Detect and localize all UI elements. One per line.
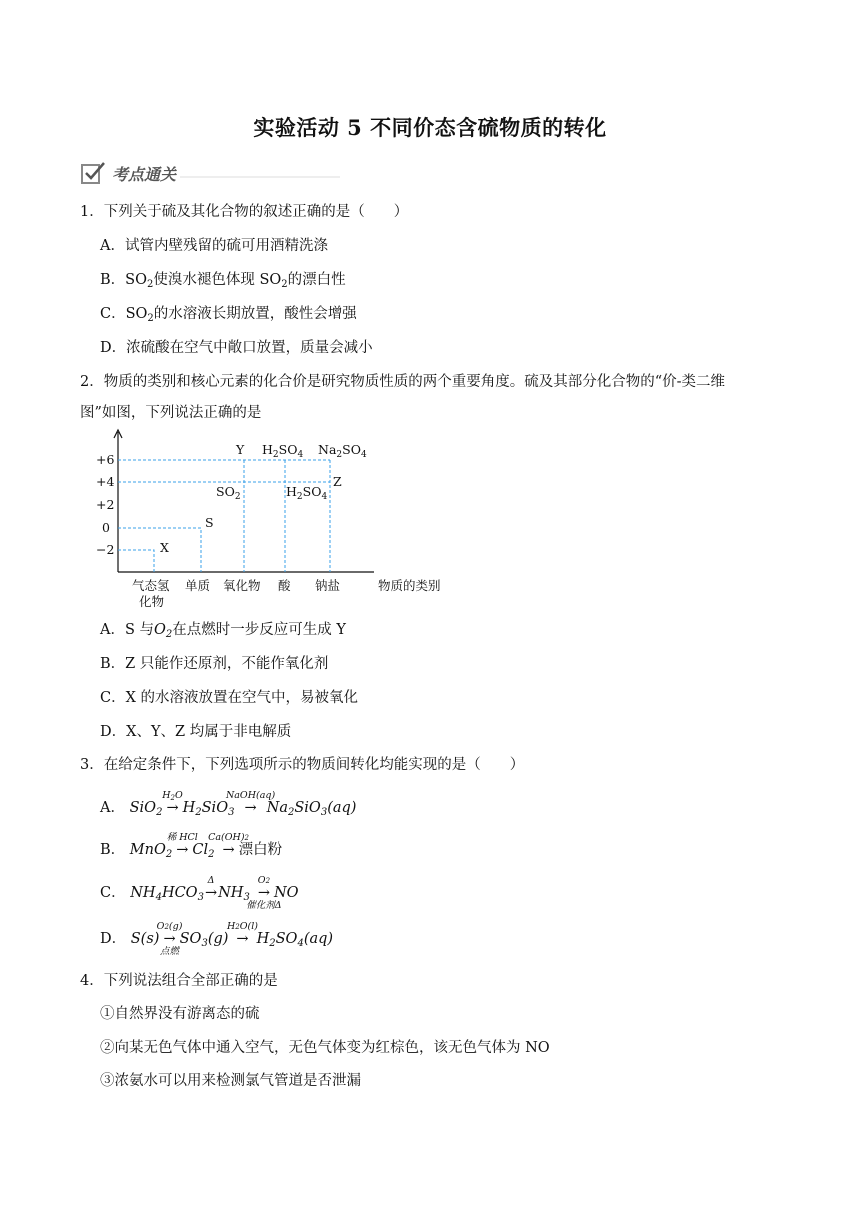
q2-stem-line2: 图”如图，下列说法正确的是 — [80, 405, 262, 421]
x-category-label: 氧化物 — [223, 578, 261, 593]
y-tick-label: +6 — [96, 452, 115, 467]
page-title: 实验活动 5 不同价态含硫物质的转化 — [253, 115, 607, 140]
q2-option-a: A．S 与$O_2$在点燃时一步反应可生成 Y — [100, 622, 346, 640]
x-category-label: 钠盐 — [315, 578, 341, 593]
q3-option-b: B． MnO$_2$ 稀 HCl → $Cl_2$ Ca(OH)2 → 漂白粉 — [100, 832, 283, 860]
q1-option-a: A．试管内壁残留的硫可用酒精洗涤 — [100, 238, 328, 254]
dashed-guides — [118, 460, 330, 572]
point-label-h2so4-lower: $H_2SO_4$ — [286, 484, 328, 502]
section-header — [80, 158, 340, 188]
q1-option-c: C．$SO_2$的水溶液长期放置，酸性会增强 — [100, 306, 357, 324]
x-category-label-line2: 化物 — [139, 594, 165, 609]
q4-item-2: ②向某无色气体中通入空气，无色气体变为红棕色，该无色气体为 NO — [100, 1040, 550, 1056]
q2-stem-line1: 2．物质的类别和核心元素的化合价是研究物质性质的两个重要角度。硫及其部分化合物的“价-类二维 — [80, 374, 726, 390]
section-label: 考点通关 — [112, 164, 177, 184]
q4-item-3: ③浓氨水可以用来检测氯气管道是否泄漏 — [100, 1073, 361, 1089]
q2-option-c: C．X 的水溶液放置在空气中，易被氧化 — [100, 690, 359, 706]
x-category-label: 单质 — [185, 578, 211, 593]
q3-stem: 3．在给定条件下，下列选项所示的物质间转化均能实现的是（ ） — [80, 757, 525, 773]
point-label-h2so4-upper: $H_2SO_4$ — [262, 442, 304, 460]
x-category-label: 气态氢 — [132, 578, 170, 593]
point-label-z: Z — [333, 474, 342, 489]
q4-item-1: ①自然界没有游离态的硫 — [100, 1006, 260, 1022]
checkbox-icon — [80, 160, 106, 186]
q3-option-c: C． $NH_4HCO_3$ Δ $\to NH_3$ O2 → 催化剂Δ NO — [100, 875, 299, 911]
x-category-label: 酸 — [278, 578, 291, 593]
point-label-s: S — [205, 515, 214, 530]
guide-x — [118, 550, 154, 572]
y-tick-label: −2 — [96, 542, 115, 557]
y-tick-label: +4 — [96, 474, 115, 489]
point-label-y: Y — [236, 442, 245, 457]
q3-option-a: A． SiO$_2$ $H_2O$ → $H_2SiO_3$ NaOH(aq) → $Na_2SiO_3(aq)$ — [100, 790, 357, 818]
y-tick-label: 0 — [102, 520, 110, 535]
x-axis-label: 物质的类别 — [378, 578, 441, 593]
valence-class-diagram — [96, 428, 476, 613]
q1-option-b: B．$SO_2$使溴水褪色体现 $SO_2$的漂白性 — [100, 272, 346, 290]
q2-option-b: B．Z 只能作还原剂，不能作氧化剂 — [100, 656, 329, 672]
point-label-na2so4: $Na_2SO_4$ — [318, 442, 367, 460]
q2-option-d: D．X、Y、Z 均属于非电解质 — [100, 724, 292, 740]
y-tick-label: +2 — [96, 497, 115, 512]
q3-option-d: D． S(s) O2(g) → 点燃 $SO_3(g)$ H2O(l) → $H_2SO_4(aq)$ — [100, 921, 334, 957]
point-label-so2: $SO_2$ — [216, 484, 241, 502]
q1-stem: 1．下列关于硫及其化合物的叙述正确的是（ ） — [80, 204, 409, 220]
q1-option-d: D．浓硫酸在空气中敞口放置，质量会减小 — [100, 340, 373, 356]
point-label-x: X — [160, 540, 169, 555]
q4-stem: 4．下列说法组合全部正确的是 — [80, 973, 278, 989]
section-underline — [180, 168, 340, 178]
